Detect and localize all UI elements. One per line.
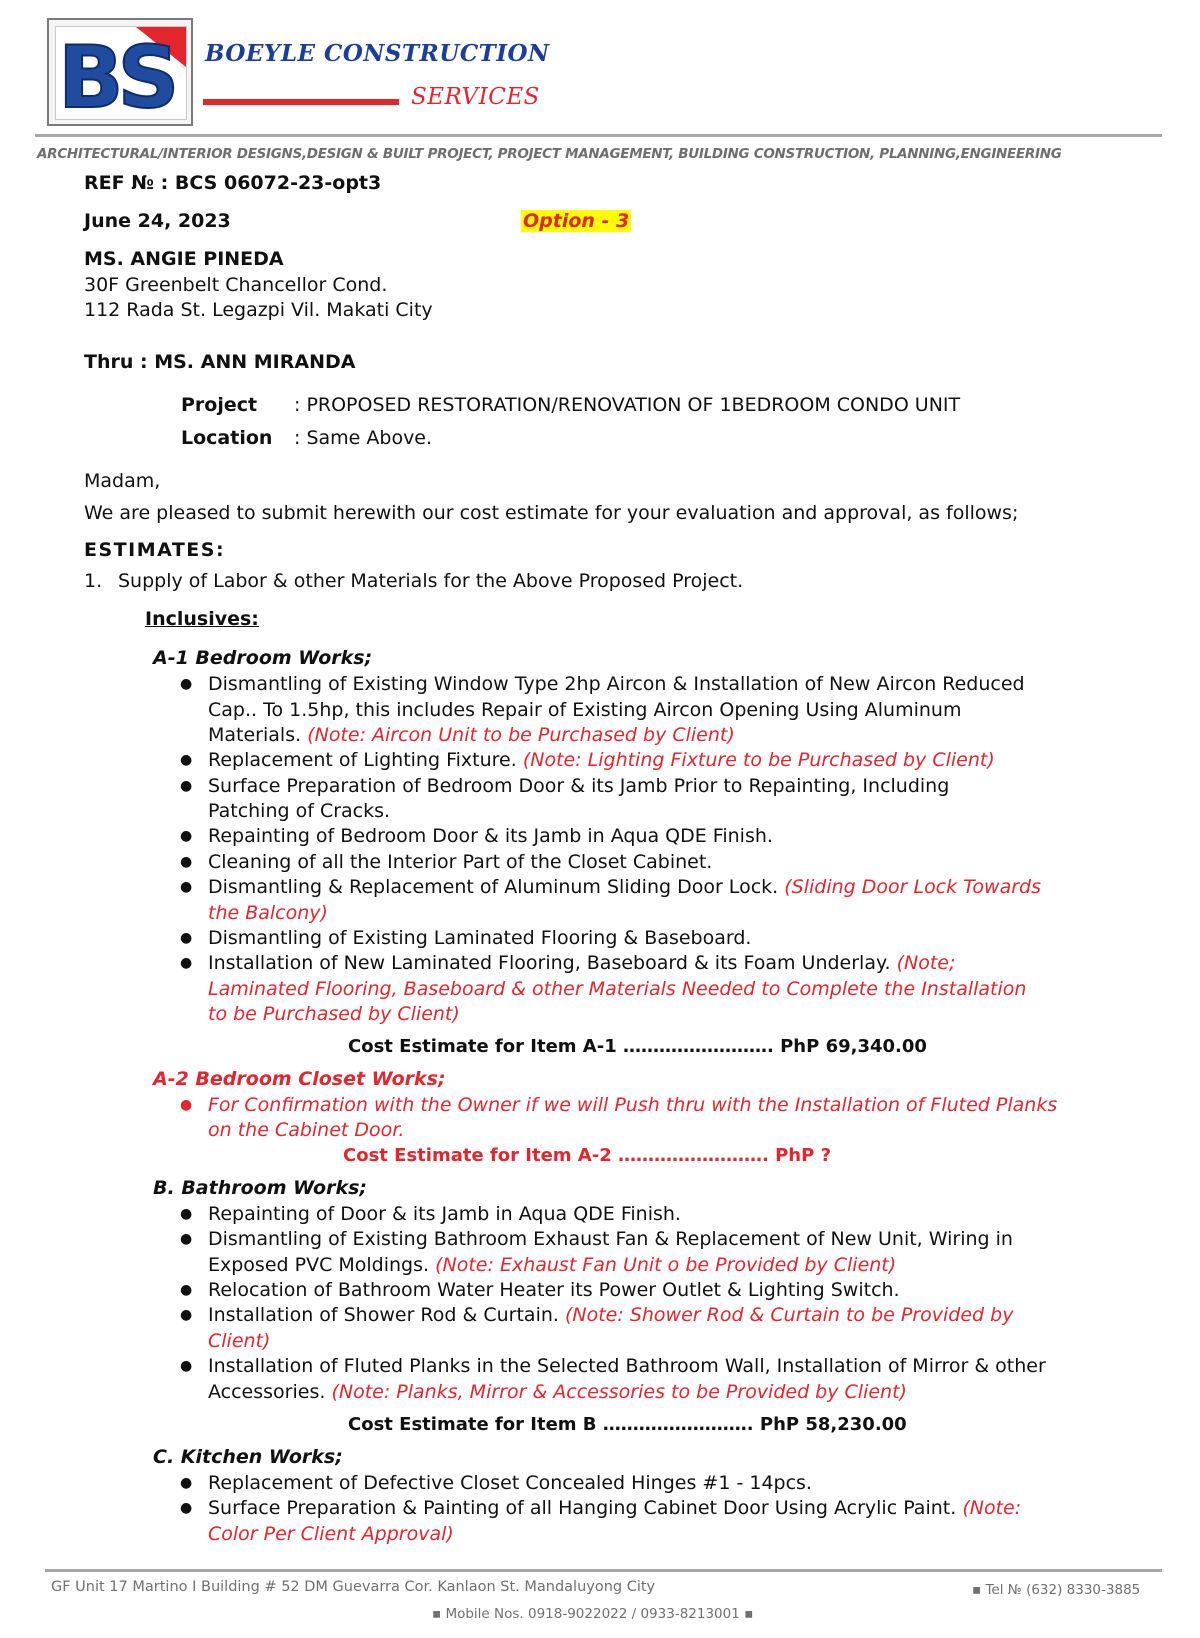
a1-line-7: Repainting of Bedroom Door & its Jamb in Aqua QDE Finish. <box>208 825 773 847</box>
company-logo <box>47 18 193 126</box>
b-line-7: Installation of Fluted Planks in the Selected Bathroom Wall, Installation of Mirror & other <box>208 1355 1046 1377</box>
a1-line-2: Cap.. To 1.5hp, this includes Repair of Existing Aircon Opening Using Aluminum <box>208 699 962 721</box>
a1-note-lighting: (Note: Lighting Fixture to be Purchased by Client) <box>522 749 995 771</box>
b-note-exhaust: (Note: Exhaust Fan Unit o be Provided by Client) <box>435 1254 897 1276</box>
a1-note-flooring-cont: Laminated Flooring, Baseboard & other Materials Needed to Complete the Installation <box>208 978 1027 1000</box>
a2-line-2: on the Cabinet Door. <box>208 1119 405 1141</box>
a1-line-12: Installation of New Laminated Flooring, Baseboard & its Foam Underlay. <box>208 952 891 974</box>
bullet-icon: ● <box>180 1231 193 1247</box>
bullet-icon: ● <box>180 828 193 844</box>
b-line-8: Accessories. <box>208 1381 326 1403</box>
inclusives-heading: Inclusives: <box>145 608 259 630</box>
footer-address: GF Unit 17 Martino I Building # 52 DM Guevarra Cor. Kanlaon St. Mandaluyong City <box>51 1579 656 1595</box>
a2-line-1: For Confirmation with the Owner if we will Push thru with the Installation of Fluted Planks <box>208 1094 1058 1116</box>
a1-note-flooring-end: to be Purchased by Client) <box>208 1003 460 1025</box>
footer-mobile: ▪ Mobile Nos. 0918-9022022 / 0933-8213001 ▪ <box>432 1606 754 1622</box>
bullet-icon: ● <box>180 930 193 946</box>
company-tagline: ARCHITECTURAL/INTERIOR DESIGNS,DESIGN & BUILT PROJECT, PROJECT MANAGEMENT, BUILDING CONSTRUCTION, PLANNING,ENGINEERING <box>37 146 1062 162</box>
intro-paragraph: We are pleased to submit herewith our cost estimate for your evaluation and approval, as follows; <box>84 502 1019 524</box>
a2-cost-estimate: Cost Estimate for Item A-2 ……………………. PhP ? <box>343 1145 832 1166</box>
project-value: : PROPOSED RESTORATION/RENOVATION OF 1BEDROOM CONDO UNIT <box>294 394 961 416</box>
thru-line: Thru : MS. ANN MIRANDA <box>84 351 356 373</box>
b-line-1: Repainting of Door & its Jamb in Aqua QDE Finish. <box>208 1203 681 1225</box>
section-a2-title: A-2 Bedroom Closet Works; <box>153 1068 446 1090</box>
option-badge: Option - 3 <box>523 210 630 232</box>
bullet-icon: ● <box>180 854 193 870</box>
c-line-2: Surface Preparation & Painting of all Hanging Cabinet Door Using Acrylic Paint. <box>208 1497 957 1519</box>
a1-line-4: Replacement of Lighting Fixture. <box>208 749 517 771</box>
a1-cost-estimate: Cost Estimate for Item A-1 ……………………. PhP 69,340.00 <box>348 1036 927 1057</box>
letter-date: June 24, 2023 <box>84 210 231 232</box>
a1-line-1: Dismantling of Existing Window Type 2hp Aircon & Installation of New Aircon Reduced <box>208 673 1025 695</box>
a1-note-aircon: (Note: Aircon Unit to be Purchased by Client) <box>307 724 735 746</box>
bullet-icon: ● <box>180 778 193 794</box>
recipient-name: MS. ANGIE PINEDA <box>84 248 284 270</box>
reference-number: REF № : BCS 06072-23-opt3 <box>84 172 382 194</box>
section-b-title: B. Bathroom Works; <box>153 1177 368 1199</box>
logo-letters: BS <box>58 28 174 119</box>
b-cost-estimate: Cost Estimate for Item B ……………………. PhP 58,230.00 <box>348 1414 907 1435</box>
location-value: : Same Above. <box>294 427 433 449</box>
salutation: Madam, <box>84 470 161 492</box>
bullet-icon: ● <box>180 1500 193 1516</box>
footer-divider <box>45 1569 1162 1572</box>
a1-line-8: Cleaning of all the Interior Part of the Closet Cabinet. <box>208 851 713 873</box>
a1-note-lock: (Sliding Door Lock Towards <box>784 876 1042 898</box>
bullet-icon: ● <box>180 1206 193 1222</box>
b-line-3: Exposed PVC Moldings. <box>208 1254 430 1276</box>
section-c-title: C. Kitchen Works; <box>153 1446 343 1468</box>
bullet-icon: ● <box>180 879 193 895</box>
item-number: 1. <box>84 570 103 592</box>
header-divider <box>35 134 1162 137</box>
recipient-address-2: 112 Rada St. Legazpi Vil. Makati City <box>84 299 433 321</box>
bullet-icon: ● <box>180 1097 193 1113</box>
bullet-icon: ● <box>180 1307 193 1323</box>
logo-graphic <box>56 27 186 119</box>
estimates-heading: ESTIMATES: <box>84 539 226 561</box>
b-line-5: Installation of Shower Rod & Curtain. <box>208 1304 559 1326</box>
a1-note-lock-cont: the Balcony) <box>208 902 328 924</box>
project-label: Project <box>181 394 258 416</box>
header-red-line <box>203 99 399 105</box>
c-note-color-cont: Color Per Client Approval) <box>208 1523 454 1545</box>
a1-line-3: Materials. <box>208 724 302 746</box>
bullet-icon: ● <box>180 752 193 768</box>
b-note-planks: (Note: Planks, Mirror & Accessories to be Provided by Client) <box>331 1381 907 1403</box>
a1-line-6: Patching of Cracks. <box>208 800 391 822</box>
bullet-icon: ● <box>180 676 193 692</box>
bullet-icon: ● <box>180 1282 193 1298</box>
section-a1-title: A-1 Bedroom Works; <box>153 647 373 669</box>
recipient-address-1: 30F Greenbelt Chancellor Cond. <box>84 274 388 296</box>
b-note-shower: (Note: Shower Rod & Curtain to be Provided by <box>564 1304 1014 1326</box>
bullet-icon: ● <box>180 1358 193 1374</box>
a1-line-11: Dismantling of Existing Laminated Flooring & Baseboard. <box>208 927 752 949</box>
b-note-shower-cont: Client) <box>208 1330 271 1352</box>
b-line-2: Dismantling of Existing Bathroom Exhaust Fan & Replacement of New Unit, Wiring in <box>208 1228 1013 1250</box>
c-line-1: Replacement of Defective Closet Concealed Hinges #1 - 14pcs. <box>208 1472 812 1494</box>
bullet-icon: ● <box>180 955 193 971</box>
a1-note-flooring: (Note; <box>896 952 956 974</box>
item-description: Supply of Labor & other Materials for the Above Proposed Project. <box>118 570 744 592</box>
b-line-4: Relocation of Bathroom Water Heater its Power Outlet & Lighting Switch. <box>208 1279 900 1301</box>
location-label: Location <box>181 427 273 449</box>
a1-line-9: Dismantling & Replacement of Aluminum Sliding Door Lock. <box>208 876 779 898</box>
company-name: BOEYLE CONSTRUCTION <box>205 40 550 67</box>
a1-line-5: Surface Preparation of Bedroom Door & its Jamb Prior to Repainting, Including <box>208 775 950 797</box>
bullet-icon: ● <box>180 1475 193 1491</box>
c-note-color: (Note: <box>962 1497 1022 1519</box>
footer-telephone: ▪ Tel № (632) 8330-3885 <box>972 1582 1141 1598</box>
company-services: SERVICES <box>411 84 540 110</box>
